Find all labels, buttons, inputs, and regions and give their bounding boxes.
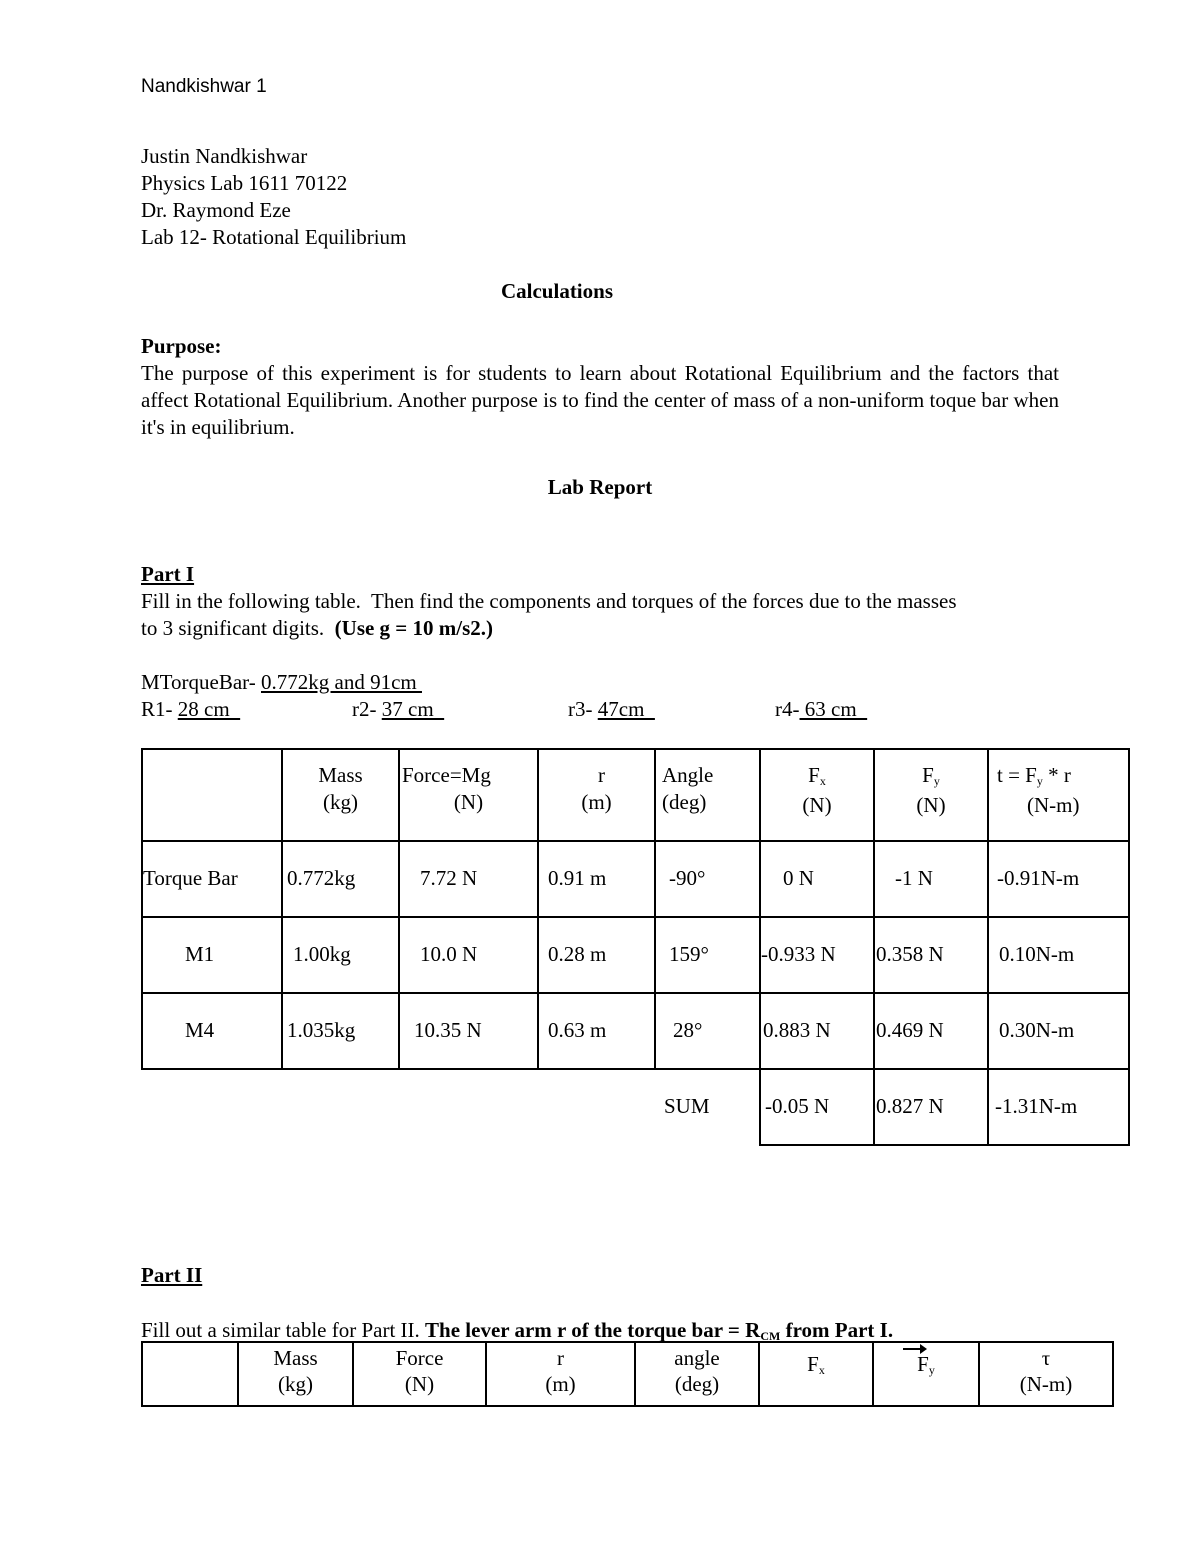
table-header-row — [142, 1342, 1113, 1406]
fx-cell: -0.933 N — [760, 917, 874, 993]
purpose-heading: Purpose: — [141, 334, 222, 358]
force-cell: 7.72 N — [399, 841, 538, 917]
instructor: Dr. Raymond Eze — [141, 198, 291, 222]
lab-title: Lab 12- Rotational Equilibrium — [141, 225, 407, 249]
fx-cell: 0.883 N — [760, 993, 874, 1069]
angle-cell: 159° — [655, 917, 760, 993]
fy-cell: 0.469 N — [874, 993, 988, 1069]
table-row — [142, 993, 1129, 1069]
blank-cell — [142, 1069, 282, 1145]
header-force: Force=Mg (N) — [399, 749, 538, 841]
r2-value: r2- 37 cm — [352, 697, 445, 721]
part1-heading: Part I — [141, 562, 195, 586]
header-fy: $F_y$ — [873, 1342, 979, 1406]
header-torque: τ (N-m) — [979, 1342, 1113, 1406]
mass-cell: 1.00kg — [282, 917, 399, 993]
angle-cell: 28° — [655, 993, 760, 1069]
mass-cell: 0.772kg — [282, 841, 399, 917]
row-label: M4 — [142, 993, 282, 1069]
header-cell — [142, 749, 282, 841]
table-row — [142, 841, 1129, 917]
course: Physics Lab 1611 70122 — [141, 171, 348, 195]
part2-table — [141, 1341, 1114, 1407]
sum-label: SUM — [655, 1069, 760, 1145]
header-mass: Mass (kg) — [238, 1342, 353, 1406]
torque-cell: 0.30N-m — [988, 993, 1129, 1069]
header-fx: $F_x$ — [759, 1342, 873, 1406]
table-header-row — [142, 749, 1129, 841]
row-label: Torque Bar — [142, 841, 282, 917]
force-cell: 10.0 N — [399, 917, 538, 993]
r-cell: 0.63 m — [538, 993, 655, 1069]
header-angle: angle (deg) — [635, 1342, 759, 1406]
purpose-text: The purpose of this experiment is for students to learn about Rotational Equilibrium and the factors that affect Rotational Equilibrium. Another purpose is to find the center of mass of a non-uniform toque bar when it's in equilibrium. — [141, 361, 1059, 439]
part1-instruction-line2: to 3 significant digits. (Use g = 10 m/s2.) — [141, 616, 494, 640]
row-label: M1 — [142, 917, 282, 993]
part1-instruction-line1: Fill in the following table. Then find the components and torques of the forces due to the masses — [141, 589, 957, 613]
sum-torque: -1.31N-m — [988, 1069, 1129, 1145]
r3-value: r3- 47cm — [568, 697, 655, 721]
part1-table — [141, 748, 1130, 1146]
blank-cell — [399, 1069, 538, 1145]
sum-row — [142, 1069, 1129, 1145]
page-header: Nandkishwar 1 — [141, 76, 267, 97]
table-row — [142, 917, 1129, 993]
vector-arrow-icon — [902, 1343, 928, 1355]
angle-cell: -90° — [655, 841, 760, 917]
r1-value: R1- 28 cm — [141, 697, 241, 721]
lab-report-title: Lab Report — [547, 475, 653, 499]
sum-fx: -0.05 N — [760, 1069, 874, 1145]
header-fx: $F_x$ (N) — [760, 749, 874, 841]
fy-cell: 0.358 N — [874, 917, 988, 993]
mtorquebar-line: MTorqueBar- 0.772kg and 91cm — [141, 670, 422, 694]
fy-cell: -1 N — [874, 841, 988, 917]
header-cell — [142, 1342, 238, 1406]
part2-instruction: Fill out a similar table for Part II. The lever arm r of the torque bar = $R_{CM}$ from Part I. — [141, 1318, 894, 1343]
blank-cell — [282, 1069, 399, 1145]
torque-cell: -0.91N-m — [988, 841, 1129, 917]
header-angle: Angle (deg) — [655, 749, 760, 841]
header-fy: $F_y$ (N) — [874, 749, 988, 841]
header-force: Force (N) — [353, 1342, 486, 1406]
student-name: Justin Nandkishwar — [141, 144, 308, 168]
header-r: r (m) — [486, 1342, 635, 1406]
header-torque: $t = F_y * r$ (N-m) — [988, 749, 1129, 841]
torque-cell: 0.10N-m — [988, 917, 1129, 993]
mass-cell: 1.035kg — [282, 993, 399, 1069]
r-cell: 0.28 m — [538, 917, 655, 993]
part2-heading: Part II — [141, 1263, 203, 1287]
header-mass: Mass (kg) — [282, 749, 399, 841]
fx-cell: 0 N — [760, 841, 874, 917]
header-r: r (m) — [538, 749, 655, 841]
sum-fy: 0.827 N — [874, 1069, 988, 1145]
blank-cell — [538, 1069, 655, 1145]
r-cell: 0.91 m — [538, 841, 655, 917]
r4-value: r4- 63 cm — [775, 697, 868, 721]
force-cell: 10.35 N — [399, 993, 538, 1069]
calculations-title: Calculations — [500, 279, 613, 303]
